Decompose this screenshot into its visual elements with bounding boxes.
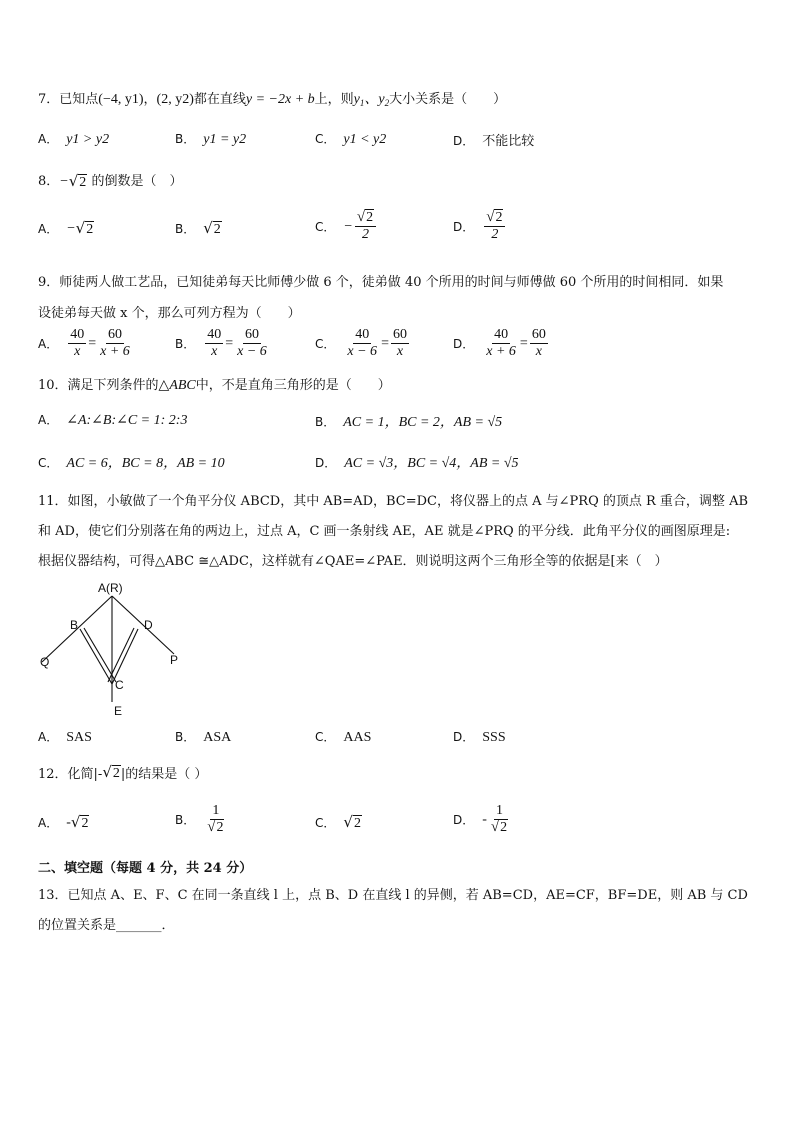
q7-option-a: A． y1 > y2 <box>38 132 110 147</box>
q10-triangle: △ABC <box>158 378 196 393</box>
q7-option-c: C． y1 < y2 <box>315 132 387 147</box>
q11-stem-line3: 根据仪器结构，可得△ABC ≅△ADC，这样就有∠QAE=∠PAE．则说明这两个三角形全等的依据是[来（ ） <box>38 554 668 569</box>
q8-stem: 8．−√2 的倒数是（ ） <box>38 171 183 190</box>
q8-option-d: D． $\frac{√2}{2}$ <box>453 210 507 243</box>
q10-option-a: A． ∠A:∠B:∠C = 1: 2:3 <box>38 413 188 428</box>
label-d: D <box>144 618 153 632</box>
q12-option-b: B． $\frac{1}{√2}$ <box>175 803 224 836</box>
q13-stem-line2: 的位置关系是_______． <box>38 918 175 933</box>
q8-option-c: C． − $\frac{√2}{2}$ <box>315 210 378 243</box>
q7-option-d-text: 不能比较 <box>482 134 535 149</box>
q11-option-d: D． SSS <box>453 730 506 745</box>
q9-option-d: D． $\frac{40}{x + 6}$ = $\frac{60}{x}$ <box>453 327 546 359</box>
q11-stem-line2: 和 AD，使它们分别落在角的两边上，过点 A，C 画一条射线 AE，AE 就是∠PRQ 的平分线．此角平分仪的画图原理是: <box>38 524 731 539</box>
q11-option-c: C． AAS <box>315 730 372 745</box>
q12-option-a: A． - √2 <box>38 812 89 831</box>
q7-option-d: D． 不能比较 <box>453 134 535 149</box>
q11-stem-line1: 11．如图，小敏做了一个角平分仪 ABCD，其中 AB=AD，BC=DC，将仪器上的点 A 与∠PRQ 的顶点 R 重合，调整 AB <box>38 494 749 509</box>
q12-option-d: D． - $\frac{1}{√2}$ <box>453 803 508 836</box>
q7-stem: 7．已知点(−4, y1)，(2, y2)都在直线y = −2x + b上，则$y_1$、$y_2$大小关系是（ ） <box>38 92 507 108</box>
q10-option-c: C． AC = 6，BC = 8，AB = 10 <box>38 456 225 471</box>
label-c: C <box>115 678 124 692</box>
q7-line-equation: y = −2x + b <box>245 92 315 107</box>
q7-point2: (2, y2) <box>156 92 194 107</box>
label-a-r: A(R) <box>98 581 123 595</box>
label-q: Q <box>40 655 50 669</box>
q9-option-c: C． $\frac{40}{x - 6}$ = $\frac{60}{x}$ <box>315 327 407 359</box>
q7-option-b-expr: y1 = y2 <box>203 132 247 147</box>
q11-option-a: A． SAS <box>38 730 92 745</box>
q11-option-b: B． ASA <box>175 730 232 745</box>
segment-dc <box>112 629 138 684</box>
q7-option-a-expr: y1 > y2 <box>66 132 110 147</box>
ray-rp <box>112 596 174 654</box>
q7-point1: (−4, y1) <box>98 92 144 107</box>
q13-stem-line1: 13．已知点 A、E、F、C 在同一条直线 l 上，点 B、D 在直线 l 的异侧，若 AB=CD，AE=CF，BF=DE，则 AB 与 CD <box>38 888 748 903</box>
q9-stem-line2: 设徒弟每天做 x 个，那么可列方程为（ ） <box>38 306 301 321</box>
segment-bc-edge <box>84 628 116 682</box>
q8-sqrt2: √2 <box>68 171 87 190</box>
q8-option-a: A． − √2 <box>38 218 94 237</box>
q7-option-b: B． y1 = y2 <box>175 132 247 147</box>
q9-stem-line1: 9．师徒两人做工艺品，已知徒弟每天比师傅少做 6 个，徒弟做 40 个所用的时间与师傅做 60 个所用的时间相同．如果 <box>38 275 724 290</box>
q7-label: 7．已知点 <box>38 92 99 107</box>
label-e: E <box>114 704 123 718</box>
q10-option-b: B． AC = 1，BC = 2，AB = √5 <box>315 415 503 430</box>
section-title-fill-in: 二、填空题（每题 4 分，共 24 分） <box>38 861 253 876</box>
q12-option-c: C． √2 <box>315 812 361 831</box>
q8-option-b: B． √2 <box>175 218 221 237</box>
segment-bc <box>80 629 112 684</box>
q10-stem: 10．满足下列条件的△ABC中，不是直角三角形的是（ ） <box>38 378 391 393</box>
q9-option-b: B． $\frac{40}{x}$ = $\frac{60}{x - 6}$ <box>175 327 267 359</box>
q7-option-c-expr: y1 < y2 <box>343 132 387 147</box>
label-b: B <box>70 618 79 632</box>
q9-option-a: A． $\frac{40}{x}$ = $\frac{60}{x + 6}$ <box>38 327 130 359</box>
q12-stem: 12．化简|- √2 |的结果是（ ） <box>38 762 208 782</box>
q10-option-d: D． AC = √3，BC = √4，AB = √5 <box>315 456 519 471</box>
q11-angle-bisector-diagram <box>30 574 200 724</box>
label-p: P <box>170 653 179 667</box>
